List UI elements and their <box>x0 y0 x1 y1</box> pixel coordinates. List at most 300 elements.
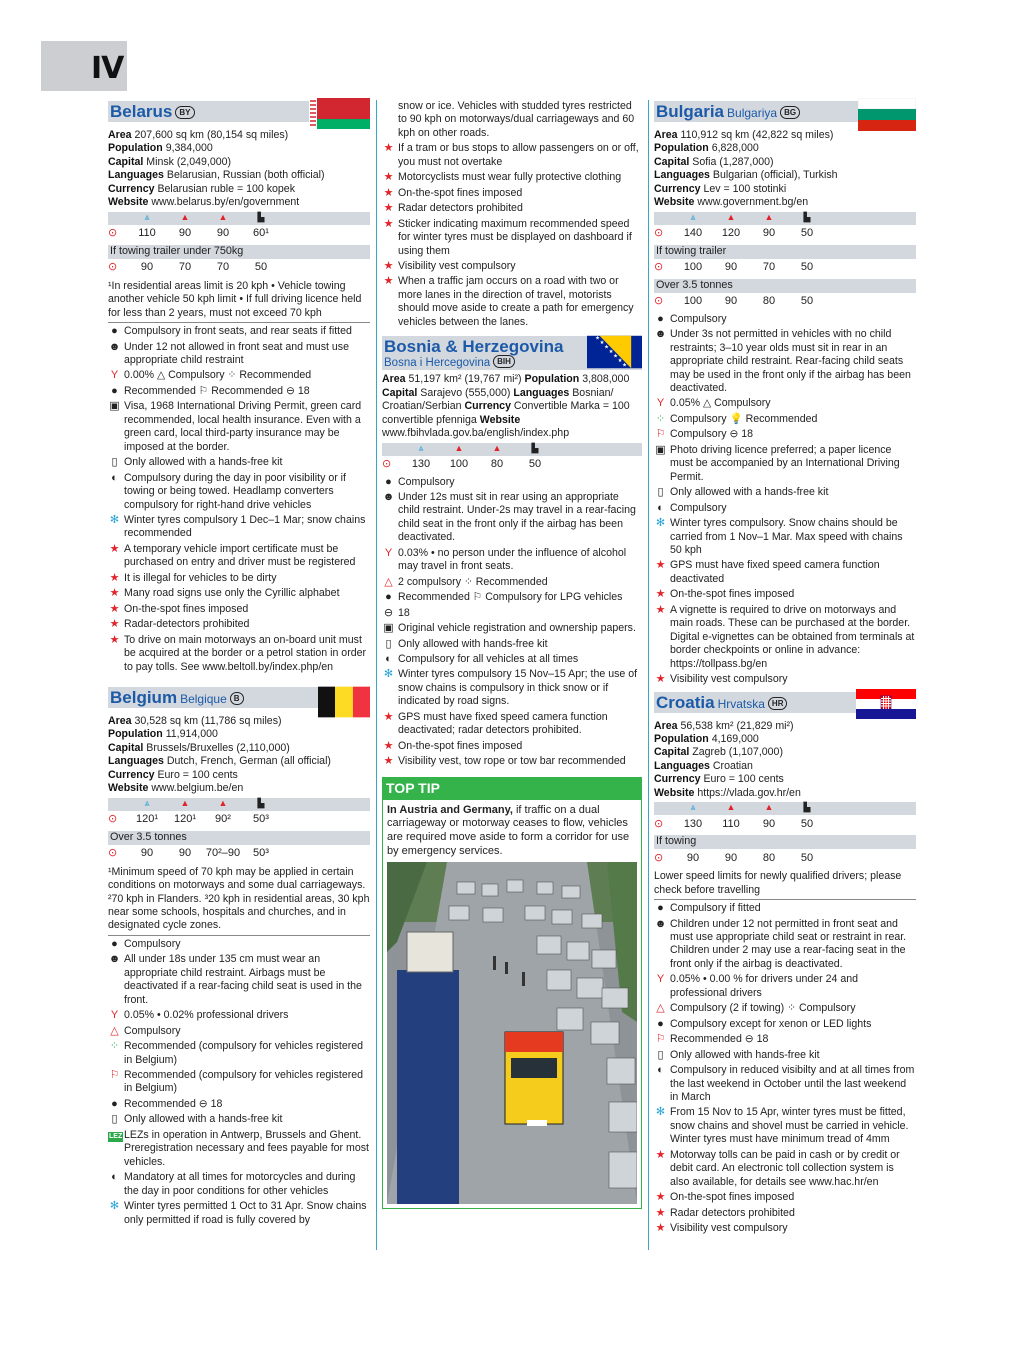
warning-triangle-icon: △ <box>110 1024 119 1037</box>
heavy-speed-limits: ⊙ 100 90 80 50 <box>654 295 814 308</box>
country-facts: Area 51,197 km² (19,767 mi²) Population 3,808,000 Capital Sarajevo (555,000) Languages Bosnian/ Croatian/Serbian Currency Convertible Marka = 100 convertible pfenniga Website www.fbihvlada.gov.ba/english/index.php <box>382 373 630 440</box>
rule-text: 0.05% • 0.02% professional drivers <box>124 1009 289 1022</box>
first-aid-icon: ⁘ <box>109 1040 120 1053</box>
rule-item <box>382 622 642 635</box>
rule-item <box>654 1002 916 1015</box>
country-name: Bosnia & Herzegovina <box>384 337 564 357</box>
documents-icon: ▣ <box>655 443 666 456</box>
traffic-jam-photo <box>387 862 637 1204</box>
folio-number: IV <box>91 51 124 86</box>
rule-text: Only allowed with a hands-free kit <box>670 486 829 499</box>
rule-text: Visa, 1968 International Driving Permit, green card recommended, local health insurance. Even with a green card, local third-party insurance may be imposed at the border. <box>124 400 362 453</box>
headlight-icon: ◐ <box>657 1064 664 1077</box>
urban-icon: ▙ <box>257 797 265 808</box>
rule-item <box>108 400 370 454</box>
rule-text: Compulsory <box>124 937 181 950</box>
rule-item <box>108 603 370 616</box>
country-header <box>382 333 642 371</box>
rule-item <box>108 618 370 631</box>
rule-text: Compulsory <box>670 501 727 514</box>
rule-text: Recommended ⚐ Compulsory for LPG vehicles <box>398 591 623 604</box>
rule-text: A temporary vehicle import certificate must be purchased on entry and driver must be registered <box>124 542 356 569</box>
star-icon: ★ <box>383 217 394 230</box>
rule-text: Compulsory <box>398 475 455 488</box>
rule-text: Only allowed with a hands-free kit <box>124 1113 283 1126</box>
single-carriageway-icon: ▲ <box>218 211 228 222</box>
rule-item <box>108 1009 370 1022</box>
rule-text: Winter tyres compulsory 15 Nov–15 Apr; the use of snow chains is compulsory in thick snow or if indicated by road signs. <box>398 668 638 708</box>
motorway-icon: ⩓ <box>690 211 696 222</box>
rule-text: Compulsory 💡 Recommended <box>670 412 818 425</box>
rule-text: Sticker indicating maximum recommended speed for winter tyres must be displayed on dashboard if using them <box>398 217 632 257</box>
rule-item <box>654 604 916 671</box>
fire-extinguisher-icon: ⚐ <box>109 1069 120 1082</box>
svg-text:★: ★ <box>604 344 609 351</box>
star-icon: ★ <box>655 559 666 572</box>
fire-extinguisher-icon: ⚐ <box>655 1033 666 1046</box>
speed-limits: ⊙ 130 100 80 50 <box>382 458 542 471</box>
dual-carriageway-icon: ▲ <box>454 442 464 453</box>
alcohol-glass-icon: Y <box>110 369 119 382</box>
rule-item <box>382 275 642 329</box>
rule-item <box>108 1113 370 1126</box>
column-3 <box>654 98 916 1238</box>
rule-text: 0.05% △ Compulsory <box>670 397 771 410</box>
road-type-header <box>654 802 916 815</box>
rule-text: Winter tyres permitted 1 Oct to 31 Apr. Snow chains only permitted if road is fully covered by <box>124 1200 367 1226</box>
country-name: Croatia Hrvatska HR <box>656 692 787 714</box>
rule-item <box>654 559 916 586</box>
rule-item <box>108 1069 370 1096</box>
speed-icon: ⊙ <box>382 458 392 471</box>
rule-text: Compulsory in front seats, and rear seats if fitted <box>124 325 352 338</box>
snowflake-icon: ✻ <box>655 1106 666 1119</box>
country-header <box>654 689 916 718</box>
rules-list <box>654 313 916 687</box>
page-folio <box>41 41 127 91</box>
child-seat-icon: ☻ <box>382 490 395 503</box>
rule-text: On-the-spot fines imposed <box>670 1191 795 1204</box>
croatia-flag <box>856 689 916 719</box>
rule-text: Under 12s must sit in rear using an appropriate child restraint. Under-2s may travel in a rear-facing child seat in the front only if the airbag has been deactivated. <box>398 490 636 544</box>
top-tip-box <box>382 777 642 1209</box>
rule-text: 2 compulsory ⁘ Recommended <box>398 575 548 588</box>
rule-item <box>108 1171 370 1198</box>
rule-item <box>654 502 916 515</box>
rule-item <box>382 638 642 651</box>
rule-item <box>382 491 642 545</box>
rule-text: If a tram or bus stops to allow passengers on or off, you must not overtake <box>398 142 639 168</box>
headlight-icon: ◐ <box>657 501 664 514</box>
svg-text:★: ★ <box>613 353 618 360</box>
speed-icon: ⊙ <box>654 227 664 240</box>
rule-item <box>382 547 642 574</box>
country-belarus <box>108 98 370 674</box>
belgium-rules-continued <box>382 100 642 329</box>
speed-icon: ⊙ <box>108 813 118 826</box>
child-seat-icon: ☻ <box>108 340 121 353</box>
country-facts: Area 207,600 sq km (80,154 sq miles) Population 9,384,000 Capital Minsk (2,049,000) Languages Belarusian, Russian (both official) Currency Belarusian ruble = 100 kopek Website www.belarus.by/en/government <box>108 129 325 209</box>
country-bulgaria <box>654 98 916 687</box>
documents-icon: ▣ <box>109 400 120 413</box>
rule-item <box>382 100 642 140</box>
speed-icon: ⊙ <box>108 847 118 860</box>
rule-item <box>108 341 370 368</box>
single-carriageway-icon: ▲ <box>764 802 774 813</box>
rule-item <box>382 218 642 258</box>
belgium-flag <box>318 684 370 720</box>
column-1 <box>108 98 370 1229</box>
top-tip-body: In Austria and Germany, if traffic on a dual carriageway or motorway ceases to flow, vehicles are required move aside to form a corridor for use by emergency services. <box>382 800 642 1209</box>
warning-triangle-icon: △ <box>384 575 393 588</box>
country-code-badge: BY <box>175 106 194 119</box>
spare-bulb-icon: ● <box>657 1017 664 1030</box>
towing-speed-limits: ⊙ 90 90 80 50 <box>654 851 814 864</box>
star-icon: ★ <box>655 1206 666 1219</box>
rules-list <box>654 902 916 1235</box>
rule-item <box>654 397 916 410</box>
child-seat-icon: ☻ <box>108 953 121 966</box>
star-icon: ★ <box>109 618 120 631</box>
rule-item <box>654 673 916 686</box>
seatbelt-icon: ● <box>657 902 664 915</box>
rule-item <box>108 325 370 338</box>
motorway-icon: ⩓ <box>418 442 424 453</box>
rule-text: 0.03% • no person under the influence of alcohol may travel in front seats. <box>398 546 627 573</box>
road-type-header <box>382 443 642 456</box>
towing-label: Over 3.5 tonnes <box>108 831 370 845</box>
rule-text: To drive on main motorways an on-board unit must be acquired at the border or a petrol station in order to pay tolls. See www.beltoll.by/index.php/en <box>124 633 367 673</box>
rule-text: Radar detectors prohibited <box>670 1206 795 1219</box>
rule-text: Children under 12 not permitted in front seat and must use appropriate child seat or restraint in rear. Children under 2 may use a rear-facing seat in the front only if the airbag is deactivated. <box>670 917 907 970</box>
rule-item <box>654 973 916 1000</box>
min-driving-age-icon: ⊖ <box>383 606 394 619</box>
rule-text: snow or ice. Vehicles with studded tyres restricted to 90 kph on motorways/dual carriageways and 60 kph on other roads. <box>398 100 635 139</box>
rule-text: Only allowed with a hands-free kit <box>124 456 283 469</box>
rule-item <box>108 1025 370 1038</box>
alcohol-glass-icon: Y <box>110 1009 119 1022</box>
speed-limits: ⊙ 140 120 90 50 <box>654 227 814 240</box>
rule-item <box>654 1149 916 1189</box>
bosnia-flag <box>587 334 642 370</box>
rule-text: 18 <box>398 606 410 619</box>
rules-list <box>382 476 642 769</box>
footnote: ¹Minimum speed of 70 kph may be applied in certain conditions on motorways and some dual carriageways. ²70 kph in Flanders. ³20 kph in residential areas, 30 kph near some schools, hospitals and churches, and in designated cycle zones. <box>108 866 370 936</box>
dual-carriageway-icon: ▲ <box>180 211 190 222</box>
rule-item <box>108 1200 370 1227</box>
child-seat-icon: ☻ <box>654 917 667 930</box>
rule-text: Motorway tolls can be paid in cash or by credit or debit card. An electronic toll collection system is also available, for details see www.hac.hr/en <box>670 1148 900 1188</box>
rule-text: Recommended ⊖ 18 <box>124 1097 223 1110</box>
rule-item <box>382 591 642 604</box>
star-icon: ★ <box>383 142 394 155</box>
rule-text: Compulsory for all vehicles at all times <box>398 652 579 665</box>
spare-bulb-icon: ● <box>111 1097 118 1110</box>
rule-text: Visibility vest, tow rope or tow bar recommended <box>398 755 626 768</box>
rule-text: Compulsory if fitted <box>670 902 761 915</box>
footnote: Lower speed limits for newly qualified drivers; please check before travelling <box>654 870 916 900</box>
towing-speed-limits: ⊙ 90 70 70 50 <box>108 261 268 274</box>
rule-item <box>382 202 642 215</box>
country-code-badge: BIH <box>493 355 515 368</box>
rule-text: A vignette is required to drive on motorways and main roads. These can be purchased at the border. Digital e-vignettes can be obtained from terminals at border checkpoints or online in advance: https://tollpass.bg/en <box>670 603 915 670</box>
rule-text: On-the-spot fines imposed <box>124 602 249 615</box>
country-code-badge: B <box>230 692 244 705</box>
rule-text: On-the-spot fines imposed <box>670 588 795 601</box>
country-facts: Area 110,912 sq km (42,822 sq miles) Population 6,828,000 Capital Sofia (1,287,000) Languages Bulgarian (official), Turkish Currency Lev = 100 stotinki Website www.government.bg/en <box>654 129 838 209</box>
rule-item <box>654 328 916 395</box>
rule-text: Compulsory <box>670 312 727 325</box>
towing-label: If towing trailer <box>654 245 916 259</box>
rule-text: Photo driving licence preferred; a paper licence must be accompanied by an International Driving Permit. <box>670 443 900 483</box>
fire-extinguisher-icon: ⚐ <box>655 428 666 441</box>
rule-item <box>108 1098 370 1111</box>
rule-item <box>382 187 642 200</box>
svg-text:★: ★ <box>617 358 623 365</box>
rule-item <box>654 902 916 915</box>
urban-icon: ▙ <box>257 211 265 222</box>
speed-limits: ⊙ 120¹ 120¹ 90² 50³ <box>108 813 269 826</box>
rule-item <box>654 1207 916 1220</box>
rule-text: Visibility vest compulsory <box>670 673 788 686</box>
rule-item <box>108 953 370 1007</box>
rule-text: Winter tyres compulsory 1 Dec–1 Mar; snow chains recommended <box>124 513 366 540</box>
child-seat-icon: ☻ <box>654 328 667 341</box>
seatbelt-icon: ● <box>385 475 392 488</box>
towing-speed-limits: ⊙ 100 90 70 50 <box>654 261 814 274</box>
rule-item <box>654 1106 916 1146</box>
star-icon: ★ <box>383 275 394 288</box>
rule-item <box>382 668 642 708</box>
rule-item <box>108 572 370 585</box>
rule-text: Under 3s not permitted in vehicles with no child restraints; 3–10 year olds must sit in rear in an appropriate child restraint. Rear-facing child seats may be used in the front only if the airbag has been deactivated. <box>670 328 911 394</box>
dual-carriageway-icon: ▲ <box>726 211 736 222</box>
rule-text: Compulsory <box>124 1024 181 1037</box>
star-icon: ★ <box>383 259 394 272</box>
star-icon: ★ <box>655 588 666 601</box>
rule-text: 0.05% • 0.00 % for drivers under 24 and professional drivers <box>670 973 859 999</box>
rule-text: Recommended ⊖ 18 <box>670 1033 769 1046</box>
rule-item <box>382 740 642 753</box>
rule-text: Winter tyres compulsory. Snow chains should be carried from 1 Nov–1 Mar. Max speed with chains 50 kph <box>670 517 903 556</box>
documents-icon: ▣ <box>383 622 394 635</box>
footnote: ¹In residential areas limit is 20 kph • Vehicle towing another vehicle 50 kph limit • If full driving licence held for less than 2 years, must not exceed 70 kph <box>108 280 370 323</box>
mobile-phone-icon: ▯ <box>385 637 392 650</box>
rule-item <box>654 517 916 557</box>
column-rule <box>648 100 649 1250</box>
star-icon: ★ <box>109 542 120 555</box>
rule-item <box>108 514 370 541</box>
rule-item <box>108 1129 370 1169</box>
rule-item <box>654 1064 916 1104</box>
rule-item <box>382 171 642 184</box>
speed-icon: ⊙ <box>654 261 664 274</box>
country-local-name: Bosna i Hercegovina BIH <box>384 355 515 371</box>
warning-triangle-icon: △ <box>656 1002 665 1015</box>
rule-text: Mandatory at all times for motorcycles and during the day in poor conditions for other vehicles <box>124 1171 356 1197</box>
speed-limits: ⊙ 130 110 90 50 <box>654 817 814 830</box>
country-name: Bulgaria Bulgariya BG <box>656 101 800 123</box>
star-icon: ★ <box>655 1148 666 1161</box>
rule-text: GPS must have fixed speed camera function deactivated; radar detectors prohibited. <box>398 710 608 737</box>
rule-item <box>654 1018 916 1031</box>
rule-text: Visibility vest compulsory <box>670 1222 788 1235</box>
country-facts: Area 56,538 km² (21,829 mi²) Population 4,169,000 Capital Zagreb (1,107,000) Languages Croatian Currency Euro = 100 cents Website https://vlada.gov.hr/en <box>654 719 801 799</box>
rules-list <box>108 325 370 674</box>
mobile-phone-icon: ▯ <box>111 456 118 469</box>
snowflake-icon: ✻ <box>655 517 666 530</box>
urban-icon: ▙ <box>803 802 811 813</box>
urban-icon: ▙ <box>803 211 811 222</box>
snowflake-icon: ✻ <box>109 513 120 526</box>
svg-text:★: ★ <box>599 340 605 347</box>
rule-text: 0.00% △ Compulsory ⁘ Recommended <box>124 369 312 382</box>
speed-icon: ⊙ <box>108 227 118 240</box>
towing-label: If towing trailer under 750kg <box>108 245 370 259</box>
urban-icon: ▙ <box>531 442 539 453</box>
rule-item <box>108 543 370 570</box>
rule-item <box>382 260 642 273</box>
rule-text: Many road signs use only the Cyrillic alphabet <box>124 587 340 600</box>
rule-text: Recommended (compulsory for vehicles registered in Belgium) <box>124 1040 364 1066</box>
star-icon: ★ <box>383 171 394 184</box>
country-croatia <box>654 689 916 1236</box>
star-icon: ★ <box>383 202 394 215</box>
rule-text: When a traffic jam occurs on a road with two or more lanes in the direction of travel, motorists should move aside to create a path for emergency vehicles between the lanes. <box>398 275 634 328</box>
rule-text: Under 12 not allowed in front seat and must use appropriate child restraint <box>124 340 349 366</box>
country-code-badge: HR <box>768 697 788 710</box>
rule-item <box>108 938 370 951</box>
rule-item <box>654 1191 916 1204</box>
rule-item <box>654 588 916 601</box>
rule-text: It is illegal for vehicles to be dirty <box>124 571 277 584</box>
first-aid-icon: ⁘ <box>655 412 666 425</box>
dual-carriageway-icon: ▲ <box>180 797 190 808</box>
rule-item <box>382 142 642 169</box>
snowflake-icon: ✻ <box>383 668 394 681</box>
rule-text: Compulsory ⊖ 18 <box>670 428 754 441</box>
svg-text:★: ★ <box>595 335 600 342</box>
rule-text: Visibility vest compulsory <box>398 259 516 272</box>
star-icon: ★ <box>383 755 394 768</box>
rule-text: Only allowed with hands-free kit <box>398 637 548 650</box>
rule-item <box>654 1049 916 1062</box>
speed-icon: ⊙ <box>654 295 664 308</box>
rule-item <box>382 653 642 666</box>
motorway-icon: ⩓ <box>144 211 150 222</box>
mobile-phone-icon: ▯ <box>111 1113 118 1126</box>
star-icon: ★ <box>383 710 394 723</box>
country-header <box>108 684 370 713</box>
star-icon: ★ <box>109 633 120 646</box>
motorway-icon: ⩓ <box>144 797 150 808</box>
svg-text:★: ★ <box>608 349 614 356</box>
rule-text: Radar detectors prohibited <box>398 202 523 215</box>
rule-item <box>382 711 642 738</box>
alcohol-glass-icon: Y <box>656 973 665 986</box>
belarus-flag <box>309 98 370 129</box>
rule-item <box>108 634 370 674</box>
rules-list <box>108 938 370 1227</box>
rule-item <box>382 576 642 589</box>
country-header <box>654 98 916 127</box>
country-belgium <box>108 684 370 1227</box>
weight-label: Over 3.5 tonnes <box>654 279 916 293</box>
rule-item <box>654 428 916 441</box>
rule-item <box>654 413 916 426</box>
rule-item <box>382 755 642 768</box>
star-icon: ★ <box>383 186 394 199</box>
alcohol-glass-icon: Y <box>656 397 665 410</box>
top-tip-title: TOP TIP <box>382 777 642 800</box>
headlight-icon: ◐ <box>111 1171 118 1184</box>
star-icon: ★ <box>655 673 666 686</box>
rule-text: Compulsory except for xenon or LED lights <box>670 1017 872 1030</box>
seatbelt-icon: ● <box>111 325 118 338</box>
rule-text: GPS must have fixed speed camera function deactivated <box>670 559 880 585</box>
star-icon: ★ <box>655 603 666 616</box>
rule-text: Only allowed with hands-free kit <box>670 1048 820 1061</box>
single-carriageway-icon: ▲ <box>218 797 228 808</box>
rule-text: Recommended ⚐ Recommended ⊖ 18 <box>124 384 310 397</box>
road-type-header <box>654 212 916 225</box>
star-icon: ★ <box>655 1222 666 1235</box>
headlight-icon: ◐ <box>111 471 118 484</box>
spare-bulb-icon: ● <box>111 384 118 397</box>
dual-carriageway-icon: ▲ <box>726 802 736 813</box>
road-type-header <box>108 212 370 225</box>
star-icon: ★ <box>383 739 394 752</box>
headlight-icon: ◐ <box>385 652 392 665</box>
mobile-phone-icon: ▯ <box>657 486 664 499</box>
rule-text: Motorcyclists must wear fully protective clothing <box>398 171 622 184</box>
country-header <box>108 98 370 127</box>
single-carriageway-icon: ▲ <box>492 442 502 453</box>
star-icon: ★ <box>109 571 120 584</box>
country-name: Belarus BY <box>110 101 195 123</box>
rule-item <box>108 456 370 469</box>
rule-text: Radar-detectors prohibited <box>124 618 250 631</box>
rule-item <box>654 486 916 499</box>
motorway-icon: ⩓ <box>690 802 696 813</box>
speed-icon: ⊙ <box>654 851 664 864</box>
rule-item <box>654 313 916 326</box>
country-facts: Area 30,528 sq km (11,786 sq miles) Population 11,914,000 Capital Brussels/Bruxelles (2,110,000) Languages Dutch, French, German (all official) Currency Euro = 100 cents Website www.belgium.be/en <box>108 714 331 795</box>
rule-item <box>654 918 916 972</box>
bulgaria-flag <box>858 98 916 131</box>
rule-text: From 15 Nov to 15 Apr, winter tyres must be fitted, snow chains and shovel must be carried in vehicle. Winter tyres must have minimum tread of 4mm <box>670 1106 909 1146</box>
rule-item <box>382 607 642 620</box>
rule-item <box>382 476 642 489</box>
rule-text: Compulsory during the day in poor visibility or if towing or being towed. Headlamp converters compulsory for right-hand drive vehicles <box>124 471 346 511</box>
road-type-header <box>108 798 370 811</box>
country-bosnia <box>382 333 642 768</box>
column-2 <box>382 100 642 1209</box>
single-carriageway-icon: ▲ <box>764 211 774 222</box>
rule-item <box>108 385 370 398</box>
rule-text: Compulsory (2 if towing) ⁘ Compulsory <box>670 1002 856 1015</box>
mobile-phone-icon: ▯ <box>657 1048 664 1061</box>
seatbelt-icon: ● <box>657 312 664 325</box>
rule-text: On-the-spot fines imposed <box>398 739 523 752</box>
rule-item <box>654 1033 916 1046</box>
alcohol-glass-icon: Y <box>384 546 393 559</box>
lez-icon: LEZ <box>109 1132 123 1140</box>
speed-icon: ⊙ <box>654 817 664 830</box>
towing-label: If towing <box>654 835 916 849</box>
country-code-badge: BG <box>780 106 800 119</box>
rule-item <box>654 444 916 484</box>
